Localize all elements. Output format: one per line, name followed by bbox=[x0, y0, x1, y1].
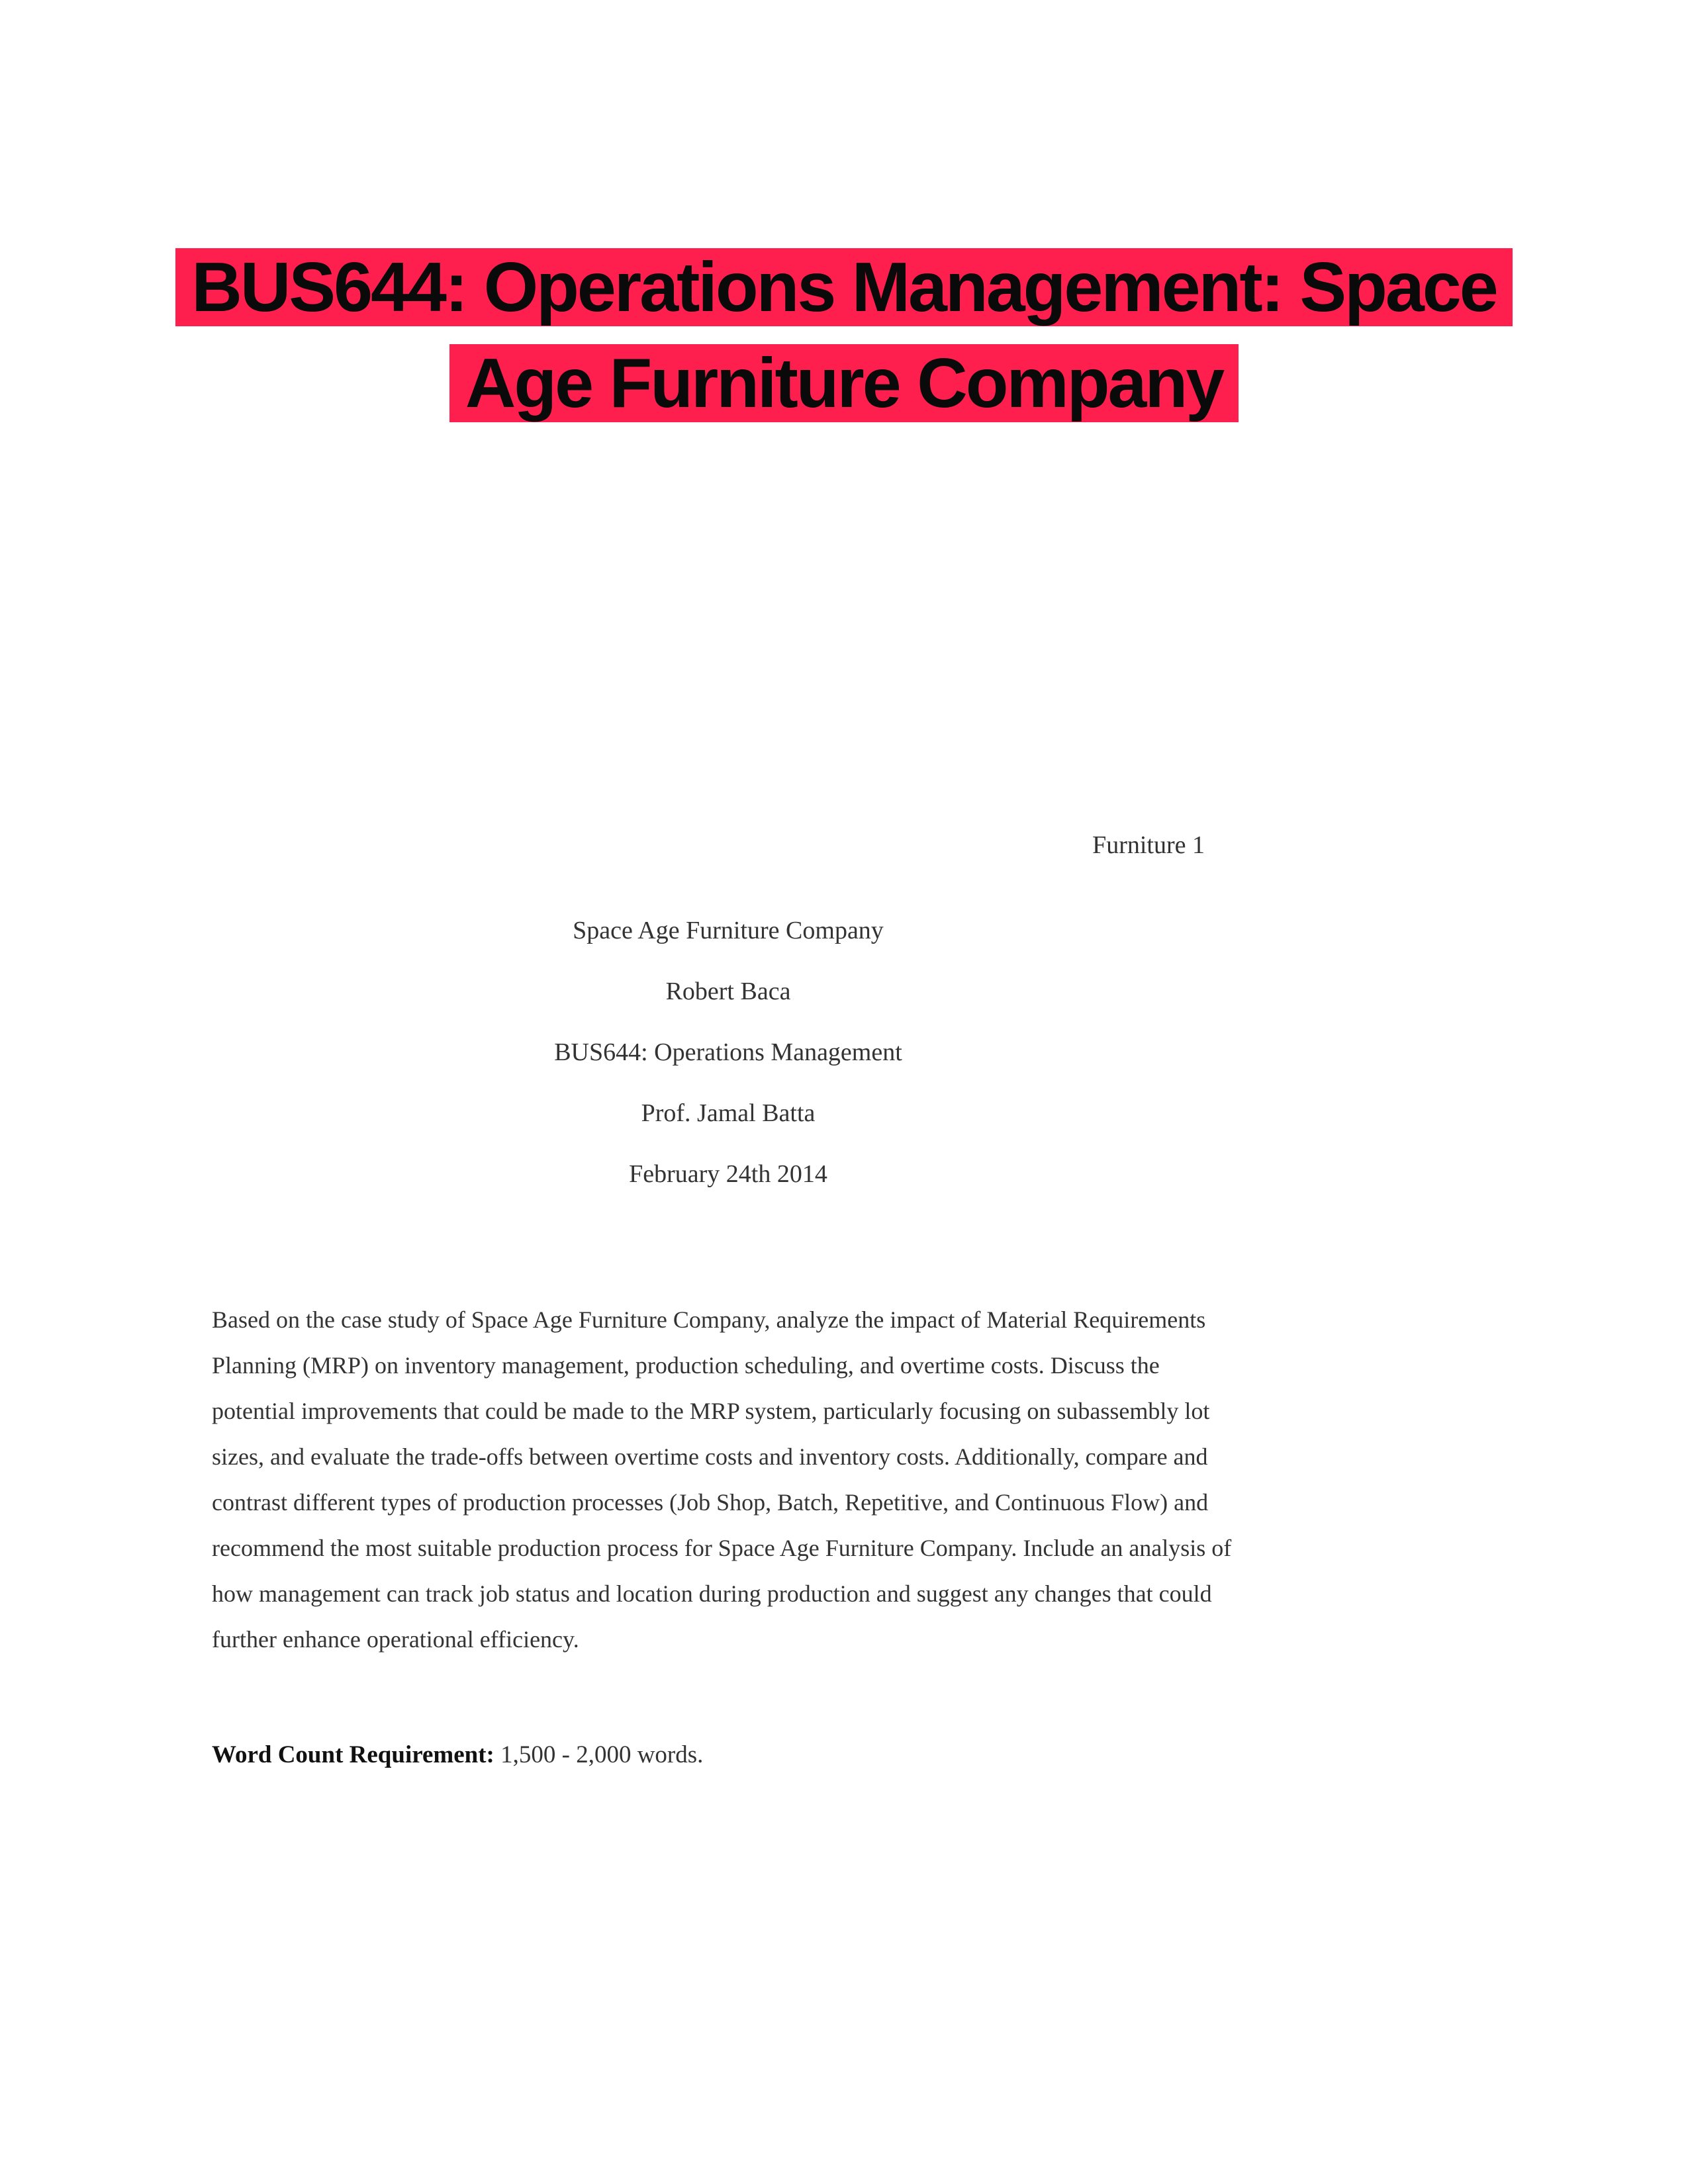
title-line-2: Age Furniture Company bbox=[449, 344, 1239, 422]
author-name: Robert Baca bbox=[665, 978, 791, 1005]
assignment-prompt: Based on the case study of Space Age Furniture Company, analyze the impact of Material Requirements Planning (MRP) on inventory management, production scheduling, and overtime costs. Discuss the potential improvements that could be made to the MRP system, particularly focusing on subassembly lot sizes, and evaluate the trade-offs between overtime costs and inventory costs. Additionally, compare and contrast different types of production processes (Job Shop, Batch, Repetitive, and Continuous Flow) and recommend the most suitable production process for Space Age Furniture Company. Include an analysis of how management can track job status and location during production and suggest any changes that could further enhance operational efficiency. bbox=[212, 1306, 1232, 1653]
instructor-name: Prof. Jamal Batta bbox=[641, 1099, 816, 1127]
paper-title: Space Age Furniture Company bbox=[573, 917, 884, 944]
word-count-requirement bbox=[212, 1741, 1244, 1769]
title-line-1: BUS644: Operations Management: Space bbox=[175, 248, 1512, 326]
course-name: BUS644: Operations Management bbox=[554, 1038, 902, 1066]
document-title-banner bbox=[0, 240, 1688, 432]
word-count-label: Word Count Requirement: bbox=[212, 1741, 494, 1768]
paper-date: February 24th 2014 bbox=[629, 1160, 827, 1188]
title-page-block bbox=[463, 900, 993, 1205]
running-head: Furniture 1 bbox=[1092, 831, 1205, 859]
word-count-value: 1,500 - 2,000 words. bbox=[494, 1741, 704, 1768]
